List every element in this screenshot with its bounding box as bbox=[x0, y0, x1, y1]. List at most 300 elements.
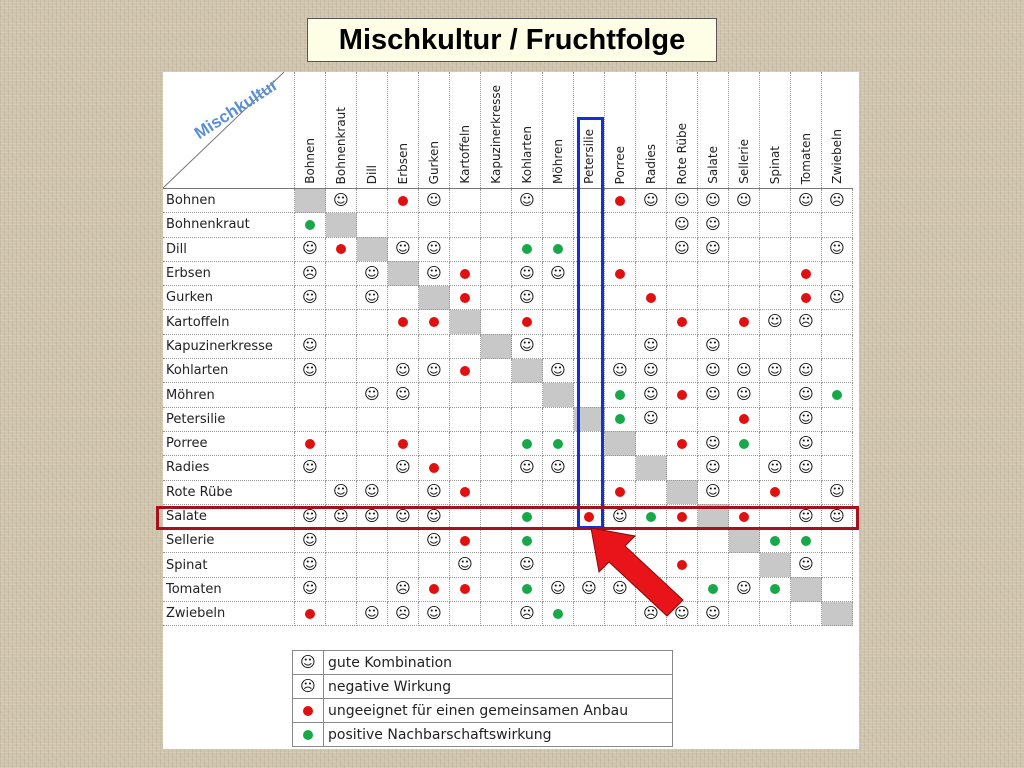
table-cell bbox=[760, 577, 791, 601]
table-cell bbox=[543, 529, 574, 553]
smiley-icon: ☺ bbox=[302, 287, 318, 306]
table-cell bbox=[295, 407, 326, 431]
table-cell bbox=[512, 602, 543, 626]
table-cell bbox=[760, 237, 791, 261]
table-cell bbox=[419, 359, 450, 383]
table-row bbox=[163, 529, 853, 553]
red-dot-icon bbox=[460, 584, 470, 594]
smiley-icon: ☺ bbox=[426, 190, 442, 209]
table-cell bbox=[388, 359, 419, 383]
table-cell bbox=[822, 529, 853, 553]
table-cell bbox=[729, 407, 760, 431]
table-cell bbox=[605, 286, 636, 310]
table-cell bbox=[388, 602, 419, 626]
corner-label: Mischkultur bbox=[191, 75, 282, 143]
column-header-label: Spinat bbox=[768, 145, 782, 184]
diagonal-cell bbox=[326, 213, 357, 237]
table-cell bbox=[698, 407, 729, 431]
diagonal-cell bbox=[636, 456, 667, 480]
table-cell bbox=[543, 261, 574, 285]
red-dot-icon bbox=[398, 439, 408, 449]
table-cell bbox=[636, 189, 667, 213]
column-header bbox=[822, 72, 853, 189]
compatibility-sheet bbox=[163, 72, 859, 749]
table-cell bbox=[326, 261, 357, 285]
smiley-icon: ☺ bbox=[705, 214, 721, 233]
table-cell bbox=[481, 359, 512, 383]
table-cell bbox=[388, 237, 419, 261]
table-cell bbox=[388, 407, 419, 431]
table-cell bbox=[326, 456, 357, 480]
smiley-icon: ☺ bbox=[798, 360, 814, 379]
column-header-label: Kapuzinerkresse bbox=[489, 85, 503, 184]
table-cell bbox=[698, 334, 729, 358]
smiley-icon: ☺ bbox=[767, 360, 783, 379]
column-header-label: Gurken bbox=[427, 140, 441, 184]
smiley-icon: ☺ bbox=[426, 482, 442, 501]
table-cell bbox=[481, 480, 512, 504]
legend-text: negative Wirkung bbox=[324, 675, 673, 699]
red-dot-icon bbox=[739, 317, 749, 327]
table-cell bbox=[450, 334, 481, 358]
table-cell bbox=[512, 213, 543, 237]
table-cell bbox=[791, 189, 822, 213]
smiley-icon: ☺ bbox=[519, 263, 535, 282]
smiley-icon: ☺ bbox=[302, 579, 318, 598]
table-cell bbox=[450, 456, 481, 480]
table-cell bbox=[512, 456, 543, 480]
table-cell bbox=[357, 431, 388, 455]
table-cell bbox=[667, 359, 698, 383]
table-cell bbox=[357, 407, 388, 431]
table-cell bbox=[419, 334, 450, 358]
table-cell bbox=[481, 237, 512, 261]
table-cell bbox=[357, 529, 388, 553]
column-header bbox=[791, 72, 822, 189]
green-dot-icon bbox=[522, 439, 532, 449]
smiley-icon: ☺ bbox=[612, 506, 628, 525]
legend-table bbox=[292, 650, 673, 747]
table-cell bbox=[388, 431, 419, 455]
table-cell bbox=[822, 189, 853, 213]
column-header bbox=[605, 72, 636, 189]
table-row bbox=[163, 553, 853, 577]
table-cell bbox=[791, 383, 822, 407]
diagonal-cell bbox=[667, 480, 698, 504]
diagonal-cell bbox=[295, 189, 326, 213]
column-header bbox=[388, 72, 419, 189]
table-cell bbox=[388, 189, 419, 213]
green-dot-icon bbox=[305, 220, 315, 230]
green-dot-icon bbox=[708, 584, 718, 594]
column-header-label: Salate bbox=[706, 146, 720, 184]
table-cell bbox=[667, 261, 698, 285]
table-cell bbox=[419, 577, 450, 601]
table-cell bbox=[419, 213, 450, 237]
smiley-icon: ☺ bbox=[519, 190, 535, 209]
smiley-icon: ☺ bbox=[302, 457, 318, 476]
table-cell bbox=[326, 529, 357, 553]
table-cell bbox=[388, 577, 419, 601]
smiley-icon: ☺ bbox=[426, 263, 442, 282]
red-dot-icon bbox=[677, 439, 687, 449]
table-cell bbox=[388, 383, 419, 407]
page-title: Mischkultur / Fruchtfolge bbox=[307, 18, 717, 62]
table-cell bbox=[481, 383, 512, 407]
table-cell bbox=[791, 213, 822, 237]
table-cell bbox=[822, 480, 853, 504]
row-label: Bohnenkraut bbox=[163, 213, 295, 237]
diagonal-cell bbox=[605, 431, 636, 455]
column-header bbox=[698, 72, 729, 189]
table-row bbox=[163, 407, 853, 431]
red-dot-icon bbox=[615, 196, 625, 206]
smiley-icon: ☺ bbox=[705, 457, 721, 476]
smiley-icon: ☺ bbox=[302, 360, 318, 379]
table-cell bbox=[357, 261, 388, 285]
smiley-icon: ☺ bbox=[364, 482, 380, 501]
table-cell bbox=[326, 359, 357, 383]
table-cell bbox=[822, 553, 853, 577]
table-cell bbox=[636, 286, 667, 310]
table-cell bbox=[760, 359, 791, 383]
table-cell bbox=[760, 456, 791, 480]
table-row bbox=[163, 431, 853, 455]
table-cell bbox=[667, 310, 698, 334]
red-dot-icon bbox=[429, 463, 439, 473]
table-cell bbox=[388, 286, 419, 310]
smiley-icon: ☺ bbox=[767, 312, 783, 331]
table-cell bbox=[605, 189, 636, 213]
table-cell bbox=[667, 189, 698, 213]
smiley-icon: ☺ bbox=[798, 433, 814, 452]
table-cell bbox=[419, 310, 450, 334]
table-cell bbox=[605, 334, 636, 358]
row-label: Petersilie bbox=[163, 407, 295, 431]
column-header bbox=[729, 72, 760, 189]
table-cell bbox=[326, 310, 357, 334]
green-dot-icon bbox=[553, 609, 563, 619]
table-cell bbox=[357, 359, 388, 383]
table-cell bbox=[543, 456, 574, 480]
row-label: Radies bbox=[163, 456, 295, 480]
green-dot-icon bbox=[522, 244, 532, 254]
table-cell bbox=[667, 407, 698, 431]
table-cell bbox=[760, 261, 791, 285]
smiley-icon: ☺ bbox=[829, 239, 845, 258]
column-header-label: Porree bbox=[613, 145, 627, 184]
smiley-icon: ☺ bbox=[364, 603, 380, 622]
table-cell bbox=[295, 529, 326, 553]
column-header bbox=[357, 72, 388, 189]
table-cell bbox=[357, 213, 388, 237]
smiley-icon: ☺ bbox=[581, 579, 597, 598]
table-cell bbox=[357, 577, 388, 601]
table-cell bbox=[760, 286, 791, 310]
row-label: Erbsen bbox=[163, 261, 295, 285]
smiley-icon: ☺ bbox=[395, 385, 411, 404]
table-cell bbox=[512, 189, 543, 213]
table-cell bbox=[357, 480, 388, 504]
table-row bbox=[163, 213, 853, 237]
table-cell bbox=[450, 189, 481, 213]
table-row bbox=[163, 383, 853, 407]
table-cell bbox=[357, 456, 388, 480]
table-cell bbox=[698, 310, 729, 334]
green-dot-icon bbox=[615, 414, 625, 424]
table-cell bbox=[760, 602, 791, 626]
smiley-icon: ☺ bbox=[364, 506, 380, 525]
legend-symbol bbox=[293, 699, 324, 723]
table-cell bbox=[605, 480, 636, 504]
table-cell bbox=[729, 553, 760, 577]
table-cell bbox=[450, 213, 481, 237]
table-cell bbox=[295, 213, 326, 237]
row-label: Kohlarten bbox=[163, 359, 295, 383]
smiley-icon: ☺ bbox=[302, 555, 318, 574]
table-cell bbox=[791, 334, 822, 358]
green-dot-icon bbox=[522, 536, 532, 546]
smiley-icon: ☺ bbox=[829, 506, 845, 525]
green-dot-icon bbox=[770, 584, 780, 594]
table-row bbox=[163, 602, 853, 626]
table-cell bbox=[295, 334, 326, 358]
table-cell bbox=[605, 213, 636, 237]
red-dot-icon bbox=[398, 196, 408, 206]
legend-row bbox=[293, 723, 673, 747]
smiley-icon: ☺ bbox=[550, 579, 566, 598]
table-cell bbox=[791, 456, 822, 480]
table-cell bbox=[729, 577, 760, 601]
smiley-icon: ☺ bbox=[705, 385, 721, 404]
red-dot-icon bbox=[460, 293, 470, 303]
smiley-icon: ☺ bbox=[612, 360, 628, 379]
row-label: Salate bbox=[163, 504, 295, 528]
table-row bbox=[163, 359, 853, 383]
table-cell bbox=[543, 310, 574, 334]
row-label: Rote Rübe bbox=[163, 480, 295, 504]
table-cell bbox=[729, 480, 760, 504]
table-cell bbox=[822, 334, 853, 358]
table-cell bbox=[512, 261, 543, 285]
table-cell bbox=[760, 213, 791, 237]
table-cell bbox=[729, 334, 760, 358]
table-cell bbox=[326, 237, 357, 261]
table-cell bbox=[419, 383, 450, 407]
table-cell bbox=[450, 407, 481, 431]
diagonal-cell bbox=[791, 577, 822, 601]
table-cell bbox=[450, 480, 481, 504]
smiley-icon: ☺ bbox=[705, 360, 721, 379]
table-cell bbox=[326, 553, 357, 577]
table-cell bbox=[543, 213, 574, 237]
table-cell bbox=[450, 237, 481, 261]
table-cell bbox=[543, 407, 574, 431]
table-cell bbox=[543, 577, 574, 601]
smiley-icon: ☺ bbox=[674, 603, 690, 622]
smiley-icon: ☺ bbox=[550, 457, 566, 476]
table-cell bbox=[760, 480, 791, 504]
table-cell bbox=[636, 407, 667, 431]
table-cell bbox=[605, 359, 636, 383]
table-cell bbox=[667, 286, 698, 310]
smiley-icon: ☺ bbox=[364, 385, 380, 404]
table-cell bbox=[295, 237, 326, 261]
table-cell bbox=[543, 431, 574, 455]
frowny-icon: ☹ bbox=[302, 263, 318, 282]
table-cell bbox=[729, 286, 760, 310]
table-cell bbox=[326, 407, 357, 431]
table-cell bbox=[419, 456, 450, 480]
table-row bbox=[163, 310, 853, 334]
table-cell bbox=[388, 310, 419, 334]
row-label: Bohnen bbox=[163, 189, 295, 213]
table-cell bbox=[388, 529, 419, 553]
table-cell bbox=[822, 359, 853, 383]
table-cell bbox=[450, 602, 481, 626]
smiley-icon: ☺ bbox=[767, 457, 783, 476]
diagonal-cell bbox=[419, 286, 450, 310]
table-cell bbox=[791, 431, 822, 455]
legend-text: ungeeignet für einen gemeinsamen Anbau bbox=[324, 699, 673, 723]
table-cell bbox=[357, 383, 388, 407]
column-header-label: Dill bbox=[365, 164, 379, 184]
table-cell bbox=[667, 431, 698, 455]
table-cell bbox=[295, 553, 326, 577]
table-cell bbox=[791, 286, 822, 310]
table-cell bbox=[822, 407, 853, 431]
smiley-icon: ☺ bbox=[705, 239, 721, 258]
column-header-label: Sellerie bbox=[737, 139, 751, 184]
table-cell bbox=[388, 480, 419, 504]
smiley-icon: ☺ bbox=[674, 214, 690, 233]
table-cell bbox=[760, 310, 791, 334]
table-cell bbox=[295, 286, 326, 310]
smiley-icon: ☺ bbox=[829, 482, 845, 501]
column-header bbox=[295, 72, 326, 189]
smiley-icon: ☺ bbox=[302, 506, 318, 525]
diagonal-cell bbox=[543, 383, 574, 407]
table-cell bbox=[543, 189, 574, 213]
table-cell bbox=[512, 529, 543, 553]
table-cell bbox=[419, 431, 450, 455]
table-cell bbox=[729, 431, 760, 455]
table-cell bbox=[698, 602, 729, 626]
table-cell bbox=[698, 359, 729, 383]
table-cell bbox=[512, 383, 543, 407]
table-cell bbox=[698, 431, 729, 455]
table-cell bbox=[543, 480, 574, 504]
table-cell bbox=[326, 602, 357, 626]
table-cell bbox=[326, 286, 357, 310]
table-cell bbox=[450, 553, 481, 577]
table-cell bbox=[543, 553, 574, 577]
smiley-icon: ☺ bbox=[798, 190, 814, 209]
green-dot-icon bbox=[522, 584, 532, 594]
table-cell bbox=[760, 334, 791, 358]
table-cell bbox=[481, 529, 512, 553]
red-dot-icon bbox=[801, 269, 811, 279]
table-cell bbox=[326, 383, 357, 407]
table-cell bbox=[698, 480, 729, 504]
table-cell bbox=[791, 529, 822, 553]
column-header bbox=[450, 72, 481, 189]
table-cell bbox=[450, 261, 481, 285]
table-cell bbox=[543, 602, 574, 626]
column-header-label: Bohnen bbox=[303, 138, 317, 184]
red-dot-icon bbox=[305, 439, 315, 449]
legend-text: positive Nachbarschaftswirkung bbox=[324, 723, 673, 747]
smiley-icon: ☺ bbox=[736, 190, 752, 209]
compatibility-table bbox=[163, 72, 853, 626]
red-dot-icon bbox=[522, 317, 532, 327]
green-dot-icon bbox=[553, 244, 563, 254]
smiley-icon: ☺ bbox=[705, 482, 721, 501]
smiley-icon: ☺ bbox=[705, 190, 721, 209]
table-cell bbox=[543, 237, 574, 261]
smiley-icon: ☺ bbox=[643, 409, 659, 428]
table-cell bbox=[729, 602, 760, 626]
table-row bbox=[163, 456, 853, 480]
table-cell bbox=[388, 456, 419, 480]
smiley-icon: ☺ bbox=[395, 239, 411, 258]
smiley-icon: ☺ bbox=[426, 506, 442, 525]
table-cell bbox=[822, 577, 853, 601]
table-cell bbox=[605, 407, 636, 431]
table-cell bbox=[357, 286, 388, 310]
green-dot-icon bbox=[770, 536, 780, 546]
smiley-icon: ☺ bbox=[519, 555, 535, 574]
row-label: Dill bbox=[163, 237, 295, 261]
table-cell bbox=[481, 213, 512, 237]
frowny-icon: ☹ bbox=[829, 190, 845, 209]
column-header-label: Möhren bbox=[551, 139, 565, 184]
legend-row bbox=[293, 651, 673, 675]
column-header bbox=[512, 72, 543, 189]
row-label: Möhren bbox=[163, 383, 295, 407]
table-cell bbox=[543, 334, 574, 358]
column-header-label: Kartoffeln bbox=[458, 125, 472, 184]
red-dot-icon bbox=[429, 584, 439, 594]
table-cell bbox=[636, 310, 667, 334]
corner-header bbox=[163, 72, 295, 189]
table-cell bbox=[729, 456, 760, 480]
red-dot-icon bbox=[303, 706, 313, 716]
table-cell bbox=[295, 480, 326, 504]
table-cell bbox=[481, 407, 512, 431]
diagonal-cell bbox=[822, 602, 853, 626]
column-header bbox=[760, 72, 791, 189]
table-cell bbox=[791, 261, 822, 285]
table-cell bbox=[326, 189, 357, 213]
smiley-icon: ☺ bbox=[643, 336, 659, 355]
legend-symbol bbox=[293, 675, 324, 699]
table-cell bbox=[791, 407, 822, 431]
table-cell bbox=[450, 529, 481, 553]
table-row bbox=[163, 480, 853, 504]
table-cell bbox=[729, 237, 760, 261]
table-cell bbox=[822, 237, 853, 261]
table-cell bbox=[512, 431, 543, 455]
table-cell bbox=[481, 456, 512, 480]
row-label: Tomaten bbox=[163, 577, 295, 601]
smiley-icon: ☺ bbox=[426, 360, 442, 379]
legend-symbol bbox=[293, 651, 324, 675]
smiley-icon: ☺ bbox=[333, 506, 349, 525]
smiley-icon: ☺ bbox=[395, 457, 411, 476]
table-cell bbox=[605, 310, 636, 334]
diagonal-cell bbox=[450, 310, 481, 334]
